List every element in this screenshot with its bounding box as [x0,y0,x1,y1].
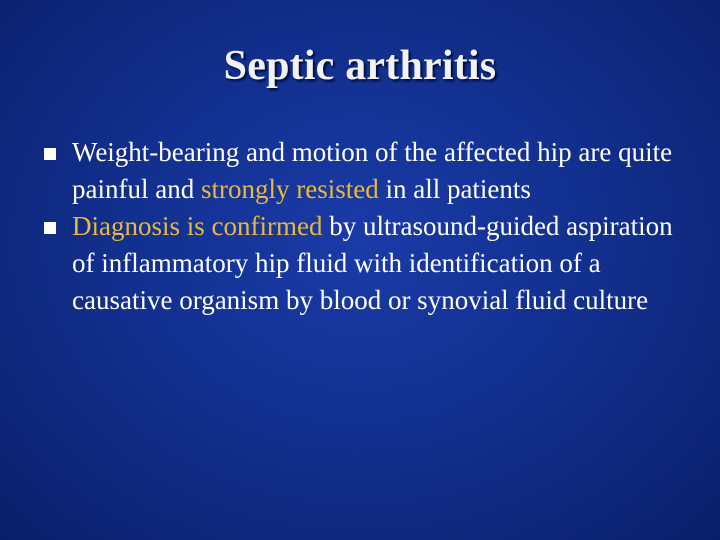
bullet-text-segment: by ultrasound-guided aspiration of inflammatory hip fluid with identification of a causative organism by blood or synovial fluid culture [72,211,673,315]
square-bullet-icon [44,222,56,234]
square-bullet-icon [44,148,56,160]
highlighted-text: strongly resisted [200,174,379,204]
bullet-item [44,134,694,208]
bullet-text-segment: Weight-bearing and motion of the affected hip are quite painful and [72,137,673,204]
bullet-text-segment: in all patients [378,174,531,204]
highlighted-text: Diagnosis is confirmed [72,211,323,241]
bullet-list [44,134,694,319]
bullet-item [44,208,694,319]
slide-title: Septic arthritis [223,43,497,89]
